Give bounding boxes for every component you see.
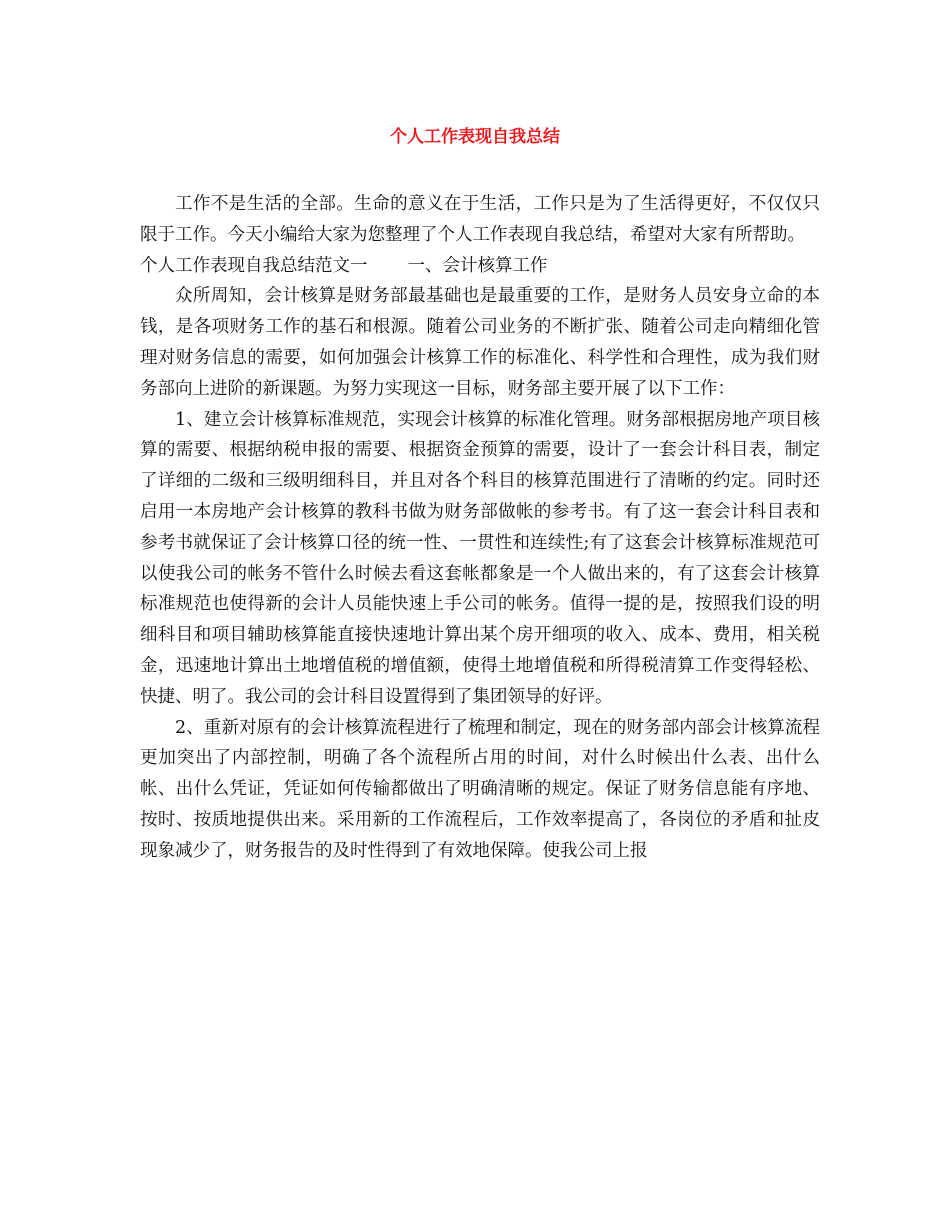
- section-heading: [140, 251, 820, 282]
- paragraph-item-2: 2、重新对原有的会计核算流程进行了梳理和制定，现在的财务部内部会计核算流程更加突出了内部控制，明确了各个流程所占用的时间，对什么时候出什么表、出什么帐、出什么凭证，凭证如何传输都做出了明确清晰的规定。保证了财务信息能有序地、按时、按质地提供出来。采用新的工作流程后，工作效率提高了，各岗位的矛盾和扯皮现象减少了，财务报告的及时性得到了有效地保障。使我公司上报: [140, 717, 820, 861]
- paragraph-item-1: 1、建立会计核算标准规范，实现会计核算的标准化管理。财务部根据房地产项目核算的需要、根据纳税申报的需要、根据资金预算的需要，设计了一套会计科目表，制定了详细的二级和三级明细科目，并且对各个科目的核算范围进行了清晰的约定。同时还启用一本房地产会计核算的教科书做为财务部做帐的参考书。有了这一套会计科目表和参考书就保证了会计核算口径的统一性、一贯性和连续性;有了这套会计核算标准规范可以使我公司的帐务不管什么时候去看这套帐都象是一个人做出来的，有了这套会计核算标准规范也使得新的会计人员能快速上手公司的帐务。值得一提的是，按照我们设的明细科目和项目辅助核算能直接快速地计算出某个房开细项的收入、成本、费用，相关税金，迅速地计算出土地增值税的增值额，使得土地增值税和所得税清算工作变得轻松、快捷、明了。我公司的会计科目设置得到了集团领导的好评。: [140, 409, 820, 707]
- intro-paragraph: 工作不是生活的全部。生命的意义在于生活，工作只是为了生活得更好，不仅仅只限于工作。今天小编给大家为您整理了个人工作表现自我总结，希望对大家有所帮助。: [140, 194, 820, 245]
- document-title: 个人工作表现自我总结: [390, 127, 560, 147]
- subsection-title: 一、会计核算工作: [407, 255, 548, 276]
- paragraph-accounting-overview: 众所周知，会计核算是财务部最基础也是最重要的工作，是财务人员安身立命的本钱，是各项财务工作的基石和根源。随着公司业务的不断扩张、随着公司走向精细化管理对财务信息的需要，如何加强会计核算工作的标准化、科学性和合理性，成为我们财务部向上进阶的新课题。为努力实现这一目标，财务部主要开展了以下工作：: [140, 286, 820, 399]
- document-body: [140, 189, 820, 867]
- section-title: 个人工作表现自我总结范文一: [140, 255, 368, 276]
